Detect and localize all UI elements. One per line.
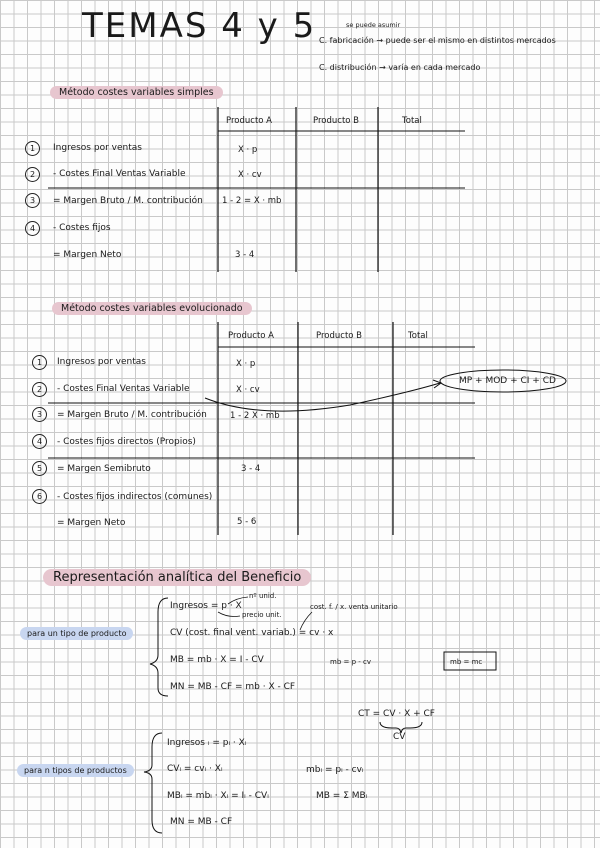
- section1-row-label: - Costes fijos: [53, 223, 111, 233]
- section1-row-value: 3 - 4: [235, 250, 255, 260]
- section1-row-num: 3: [25, 193, 40, 208]
- section2-row-num: 2: [32, 382, 47, 397]
- section2-row-label: Ingresos por ventas: [57, 357, 146, 367]
- section1-row-label: Ingresos por ventas: [53, 143, 142, 153]
- cost-bubble: MP + MOD + CI + CD: [459, 376, 556, 386]
- formula-mb-pcv: mb = p - cv: [330, 658, 371, 666]
- section2-col-total: Total: [408, 331, 428, 341]
- section2-row-value: 1 - 2 X · mb: [230, 411, 280, 421]
- section1-header: Método costes variables simples: [50, 86, 223, 99]
- formula-mn-n: MN = MB - CF: [170, 817, 233, 827]
- section2-col-b: Producto B: [316, 331, 363, 341]
- formula-ct: CT = CV · X + CF: [358, 709, 435, 719]
- tag-un-tipo-producto: para un tipo de producto: [20, 627, 133, 640]
- note-precio-unit: precio unit.: [242, 611, 282, 619]
- section2-row-num: 6: [32, 489, 47, 504]
- section2-row-num: 5: [32, 461, 47, 476]
- section1-row-label: = Margen Neto: [53, 250, 122, 260]
- note-se-puede-asumir: se puede asumir: [346, 21, 401, 29]
- section1-row-value: 1 - 2 = X · mb: [222, 196, 282, 206]
- note-c-fabricacion: C. fabricación → puede ser el mismo en distintos mercados: [319, 36, 556, 45]
- section1-row-label: = Margen Bruto / M. contribución: [53, 196, 203, 206]
- section2-col-a: Producto A: [228, 331, 274, 341]
- section1-col-b: Producto B: [313, 116, 360, 126]
- formula-ingresos-i: Ingresos ᵢ = pᵢ · Xᵢ: [167, 738, 247, 748]
- formula-mb-i-small: mbᵢ = pᵢ - cvᵢ: [306, 765, 364, 775]
- formula-mn: MN = MB - CF = mb · X - CF: [170, 682, 296, 692]
- formula-mb-sum: MB = Σ MBᵢ: [316, 791, 368, 801]
- section2-row-label: - Costes Final Ventas Variable: [57, 384, 190, 394]
- section1-row-label: - Costes Final Ventas Variable: [53, 169, 186, 179]
- section2-row-value: X · cv: [236, 385, 260, 395]
- box-mb-mc: mb = mc: [450, 658, 483, 666]
- section2-row-label: - Costes fijos indirectos (comunes): [57, 492, 213, 502]
- section1-row-value: X · cv: [238, 170, 262, 180]
- section2-row-num: 4: [32, 434, 47, 449]
- section1-col-total: Total: [402, 116, 422, 126]
- section2-row-label: = Margen Semibruto: [57, 464, 151, 474]
- formula-mb-i: MBᵢ = mbᵢ · Xᵢ = Iᵢ - CVᵢ: [167, 791, 269, 801]
- section1-col-a: Producto A: [226, 116, 272, 126]
- note-c-distribucion: C. distribución → varía en cada mercado: [319, 63, 481, 72]
- section3-header: Representación analítica del Beneficio: [43, 569, 311, 586]
- section2-row-value: X · p: [236, 359, 256, 369]
- tag-n-tipos-productos: para n tipos de productos: [17, 764, 134, 777]
- section2-row-label: = Margen Bruto / M. contribución: [57, 410, 207, 420]
- section2-header: Método costes variables evolucionado: [52, 302, 252, 315]
- formula-ingresos: Ingresos = p · X: [170, 601, 242, 611]
- section2-row-num: 3: [32, 407, 47, 422]
- section1-row-num: 4: [25, 221, 40, 236]
- section2-row-label: - Costes fijos directos (Propios): [57, 437, 196, 447]
- formula-ct-cv: CV: [393, 732, 406, 742]
- section1-row-num: 2: [25, 167, 40, 182]
- page-title: TEMAS 4 y 5: [82, 6, 317, 46]
- section2-row-value: 3 - 4: [241, 464, 261, 474]
- note-coste-fijo: cost. f. / x. venta unitario: [310, 603, 398, 611]
- note-n-unid: nº unid.: [249, 592, 277, 600]
- section1-row-value: X · p: [238, 145, 258, 155]
- section2-row-num: 1: [32, 355, 47, 370]
- section2-row-label: = Margen Neto: [57, 518, 126, 528]
- formula-mb: MB = mb · X = I - CV: [170, 655, 264, 665]
- section2-row-value: 5 - 6: [237, 517, 257, 527]
- formula-cv: CV (cost. final vent. variab.) = cv · x: [170, 628, 334, 638]
- section1-row-num: 1: [25, 141, 40, 156]
- formula-cv-i: CVᵢ = cvᵢ · Xᵢ: [167, 764, 223, 774]
